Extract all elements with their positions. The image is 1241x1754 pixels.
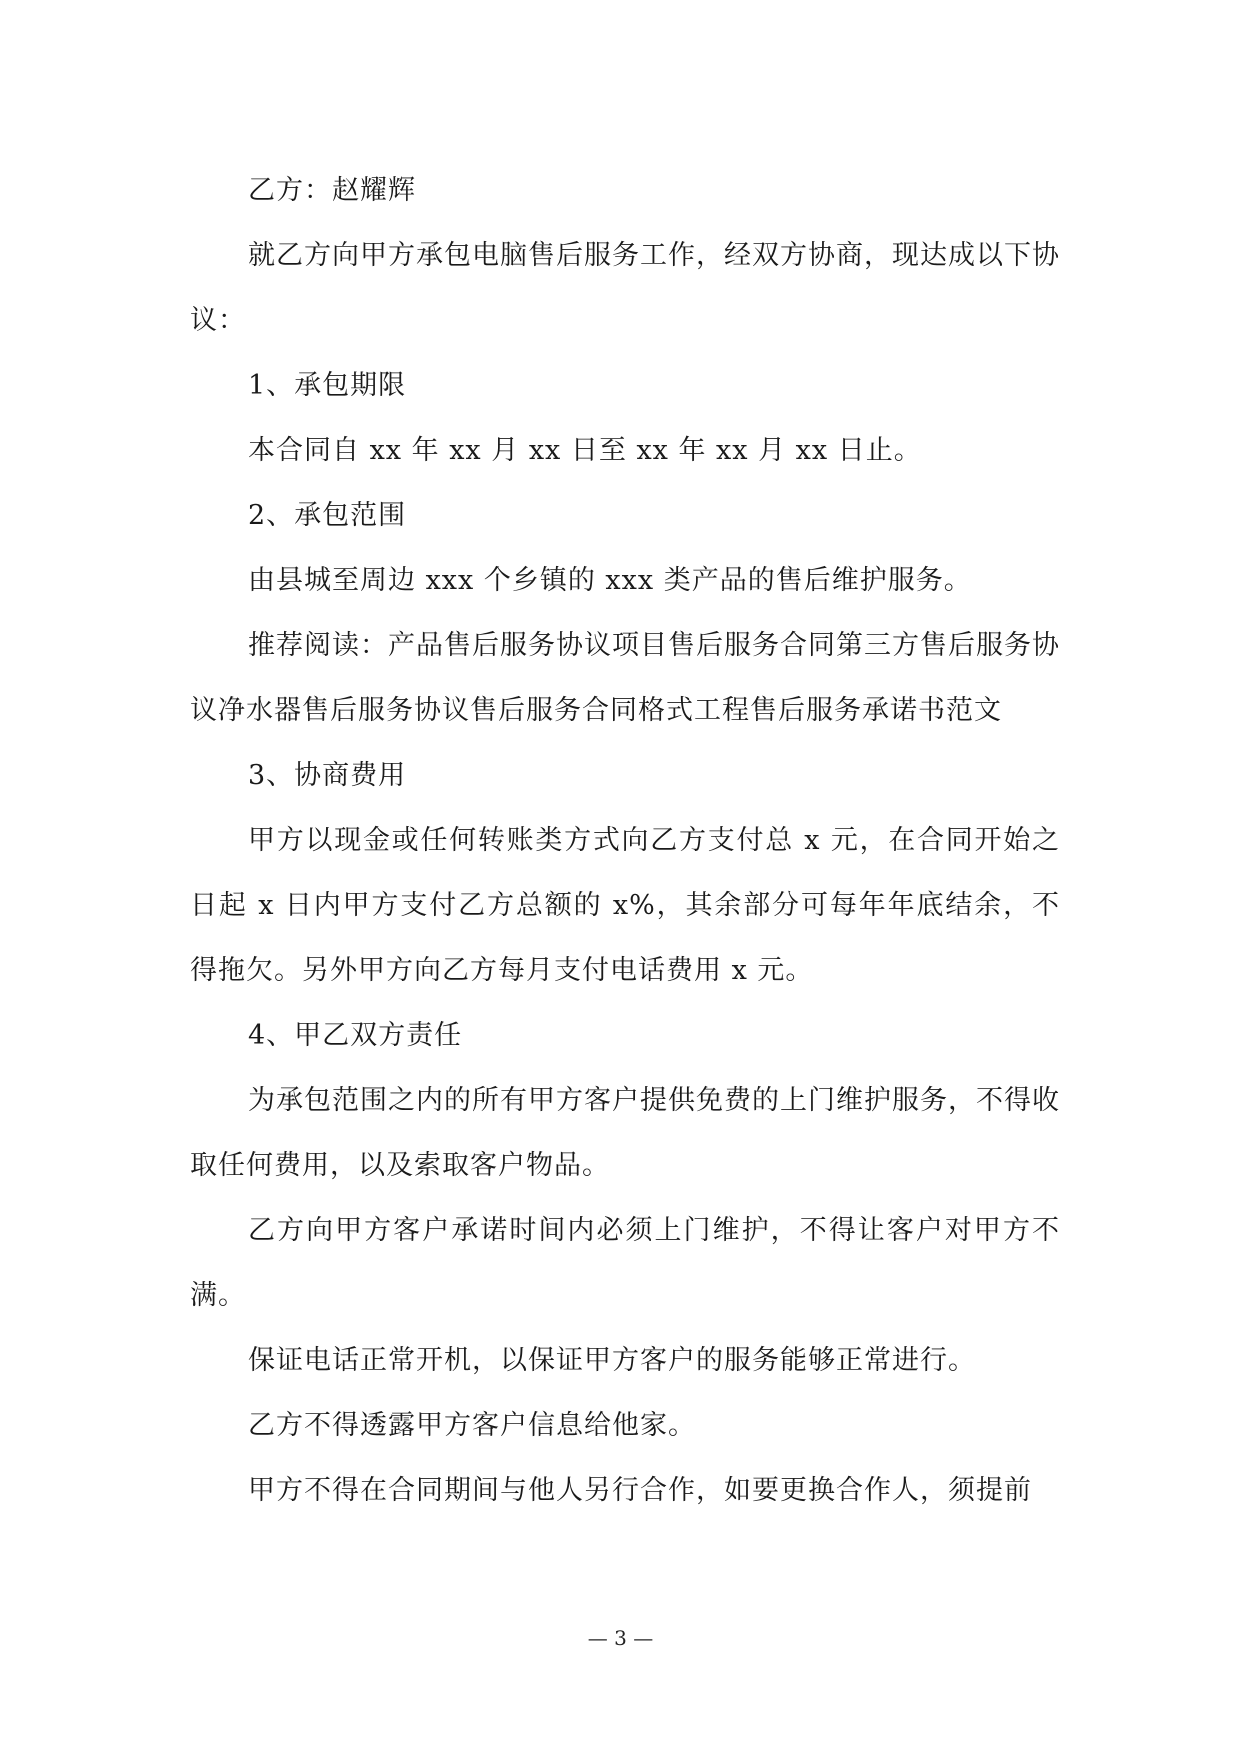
recommended-reading: 推荐阅读：产品售后服务协议项目售后服务合同第三方售后服务协议净水器售后服务协议售后服务合同格式工程售后服务承诺书范文	[190, 630, 1060, 726]
paragraph-responsibility-1: 为承包范围之内的所有甲方客户提供免费的上门维护服务，不得收取任何费用，以及索取客户物品。	[190, 1085, 1060, 1181]
section-heading-3: 3、协商费用	[248, 760, 407, 791]
paragraph-responsibility-5: 甲方不得在合同期间与他人另行合作，如要更换合作人，须提前	[248, 1475, 1032, 1506]
paragraph-scope: 由县城至周边 xxx 个乡镇的 xxx 类产品的售后维护服务。	[248, 565, 972, 596]
paragraph-responsibility-4: 乙方不得透露甲方客户信息给他家。	[248, 1410, 696, 1441]
section-heading-2: 2、承包范围	[248, 500, 407, 531]
paragraph-fees: 甲方以现金或任何转账类方式向乙方支付总 x 元，在合同开始之日起 x 日内甲方支付乙方总额的 x%，其余部分可每年年底结余，不得拖欠。另外甲方向乙方每月支付电话费用 x 元。	[190, 825, 1060, 986]
agreement-intro: 就乙方向甲方承包电脑售后服务工作，经双方协商，现达成以下协议：	[190, 240, 1060, 336]
document-body	[190, 158, 1060, 1523]
paragraph-term: 本合同自 xx 年 xx 月 xx 日至 xx 年 xx 月 xx 日止。	[248, 435, 922, 466]
section-heading-4: 4、甲乙双方责任	[248, 1020, 463, 1051]
section-heading-1: 1、承包期限	[248, 370, 407, 401]
party-b-line: 乙方：赵耀辉	[248, 175, 416, 206]
page-number: — 3 —	[587, 1626, 654, 1650]
paragraph-responsibility-3: 保证电话正常开机，以保证甲方客户的服务能够正常进行。	[248, 1345, 976, 1376]
paragraph-responsibility-2: 乙方向甲方客户承诺时间内必须上门维护，不得让客户对甲方不满。	[190, 1215, 1060, 1311]
